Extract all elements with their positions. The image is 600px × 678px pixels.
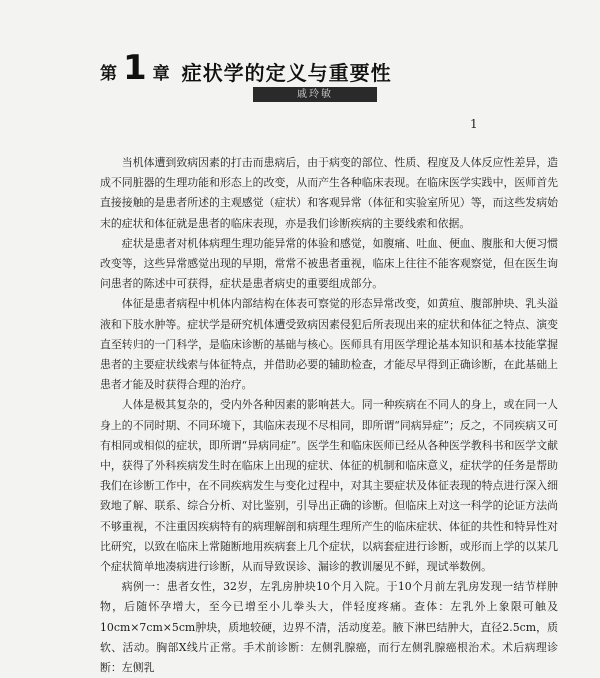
chapter-suffix: 章 [152, 64, 170, 84]
paragraph-3: 体征是患者病程中机体内部结构在体表可察觉的形态异常改变，如黄疸、腹部肿块、乳头溢液和下肢水肿等。症状学是研究机体遭受致病因素侵犯后所表现出来的症状和体征之特点、演变直至转归的一门科学，是临床诊断的基础与核心。医师具有用医学理论基本知识和基本技能掌握患者的主要症状线索与体征特点，并借助必要的辅助检查，才能尽早得到正确诊断，在此基础上患者才能及时获得合理的治疗。 [100, 297, 558, 392]
paragraph-1: 当机体遭到致病因素的打击而患病后，由于病变的部位、性质、程度及人体反应性差异，造成不同脏器的生理功能和形态上的改变，从而产生各种临床表现。在临床医学实践中，医师首先直接接触的是患者所述的主观感觉（症状）和客观异常（体征和实验室所见）等，而这些发病始末的症状和体征就是患者的临床表现，亦是我们诊断疾病的主要线索和依据。 [100, 156, 558, 230]
chapter-prefix: 第 [100, 64, 117, 84]
paragraph-4: 人体是极其复杂的，受内外各种因素的影响甚大。同一种疾病在不同人的身上，或在同一人身上的不同时期、不同环境下，其临床表现不尽相同，即所谓“同病异症”；反之，不同疾病又可有相同或相似的症状，即所谓“异病同症”。医学生和临床医师已经从各种医学教科书和医学文献中，获得了外科疾病发生时在临床上出现的症状、体征的机制和临床意义，症状学的任务是帮助我们在诊断工作中，在不同疾病发生与变化过程中，对其主要症状及体征表现的特点进行深入细致地了解、联系、综合分析、对比鉴别，引导出正确的诊断。但临床上对这一科学的论证方法尚不够重视，不注重因疾病特有的病理解剖和病理生理所产生的临床症状、体征的共性和特异性对比研究，以致在临床上常随断地用疾病套上几个症状，以病套症进行诊断，或形而上学的以某几个症状简单地凑病进行诊断，从而导致误诊、漏诊的教训屡见不鲜，现试举数例。 [100, 398, 558, 574]
chapter-heading [100, 50, 392, 86]
author-banner: 戚玲敏 [253, 87, 377, 102]
chapter-number: 1 [123, 48, 147, 88]
page-mark: 1 [470, 117, 478, 131]
paragraph-2: 症状是患者对机体病理生理功能异常的体验和感觉，如腹痛、吐血、便血、腹胀和大便习惯改变等，这些异常感觉出现的早期，常常不被患者重视，临床上往往不能客观察觉，但在医生询问患者的陈述中可获得，症状是患者病史的重要组成部分。 [100, 236, 558, 291]
paragraph-case-1: 病例一：患者女性，32岁，左乳房肿块10个月入院。于10个月前左乳房发现一结节样肿物，后随怀孕增大，至今已增至小儿拳头大，伴轻度疼痛。查体：左乳外上象限可触及10cm×7cm×5cm肿块，质地较硬，边界不清，活动度差。腋下淋巴结肿大，直径2.5cm，质软、活动。胸部X线片正常。手术前诊断：左侧乳腺癌，而行左侧乳腺癌根治术。术后病理诊断：左侧乳 [100, 580, 558, 675]
body-text [100, 153, 558, 678]
chapter-title: 症状学的定义与重要性 [181, 61, 392, 85]
